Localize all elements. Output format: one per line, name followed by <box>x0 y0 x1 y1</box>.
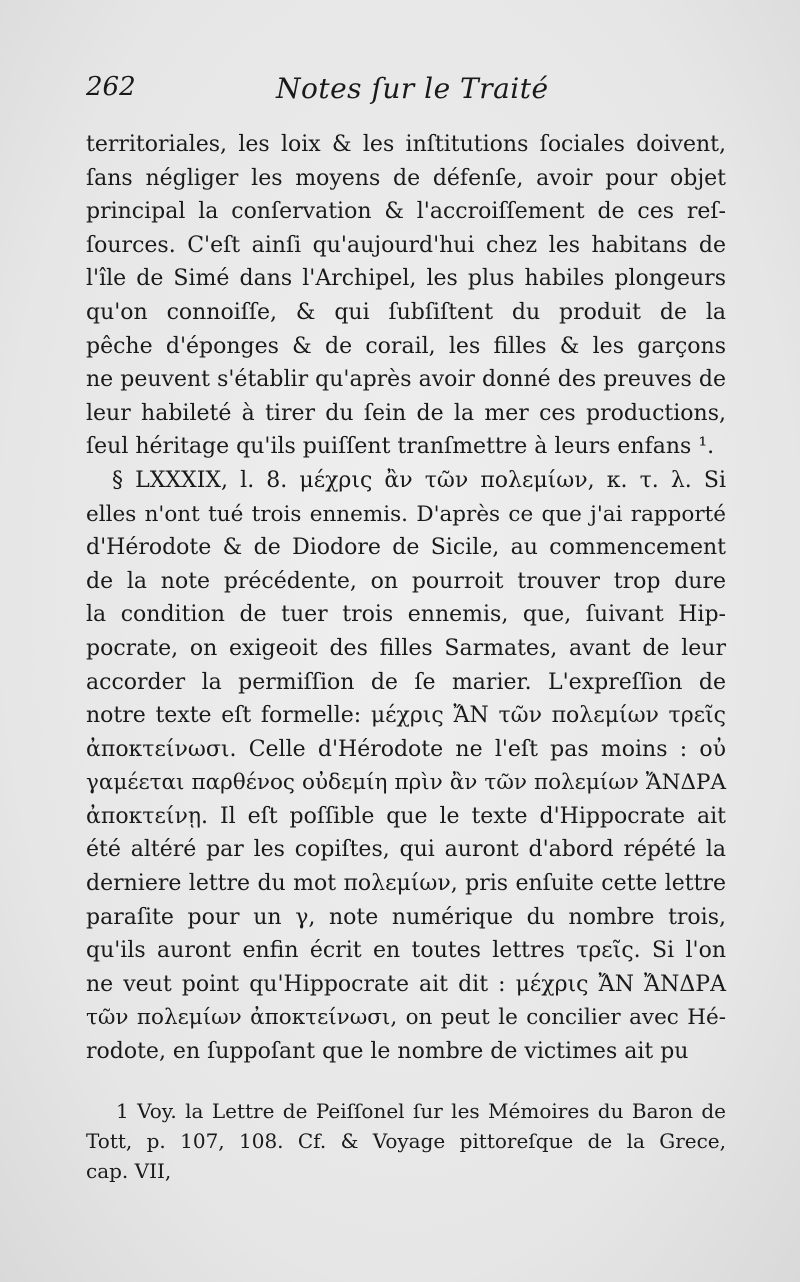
text-line: ne veut point qu'Hippocrate ait dit : μέχρις ἌΝ ἌΝΔΡΑ <box>86 971 726 997</box>
page-header <box>86 72 726 112</box>
text-line: elles n'ont tué trois ennemis. D'après ce que j'ai rapporté <box>86 501 726 527</box>
running-title: Notes ſur le Traité <box>276 72 549 105</box>
text-line: ἀποκτείνωσι. Celle d'Hérodote ne l'eſt pas moins : οὐ <box>86 736 726 762</box>
text-line: ſeul héritage qu'ils puiſſent tranſmettre à leurs enfans ¹. <box>86 434 715 460</box>
text-line: ne peuvent s'établir qu'après avoir donné des preuves de <box>86 367 726 393</box>
text-line: γαμέεται παρθένος οὐδεμίη πρὶν ἂν τῶν πολεμίων ἌΝΔΡΑ <box>86 770 726 796</box>
footnote-line: 1 Voy. la Lettre de Peiſſonel ſur les Mémoires du Baron de <box>116 1099 726 1123</box>
text-line: ſans négliger les moyens de défenſe, avoir pour objet <box>86 165 726 191</box>
text-line: leur habileté à tirer du ſein de la mer ces productions, <box>86 400 726 426</box>
text-line: de la note précédente, on pourroit trouver trop dure <box>86 568 726 594</box>
text-line: la condition de tuer trois ennemis, que, ſuivant Hip- <box>86 602 726 628</box>
text-line: l'île de Simé dans l'Archipel, les plus habiles plongeurs <box>86 266 726 292</box>
text-line: rodote, en ſuppoſant que le nombre de victimes ait pu <box>86 1039 689 1065</box>
text-line: d'Hérodote & de Diodore de Sicile, au commencement <box>86 535 726 561</box>
body-text <box>86 128 726 1069</box>
text-line: pêche d'éponges & de corail, les filles & les garçons <box>86 333 726 359</box>
text-line: notre texte eſt formelle: μέχρις ἌΝ τῶν πολεμίων τρεῖς <box>86 703 726 729</box>
text-line: territoriales, les loix & les inſtitutions ſociales doivent, <box>86 132 726 157</box>
text-line: pocrate, on exigeoit des filles Sarmates, avant de leur <box>86 635 726 661</box>
text-line: principal la conſervation & l'accroiſſement de ces reſ- <box>86 199 726 225</box>
text-line: accorder la permiſſion de ſe marier. L'expreſſion de <box>86 669 726 695</box>
footnotes <box>86 1096 726 1186</box>
text-line: été altéré par les copiſtes, qui auront d'abord répété la <box>86 837 726 863</box>
footnote-line: cap. VII, <box>86 1159 172 1183</box>
text-line: τῶν πολεμίων ἀποκτείνωσι, on peut le concilier avec Hé- <box>86 1005 726 1031</box>
text-line: derniere lettre du mot πολεμίων, pris enſuite cette lettre <box>86 871 726 897</box>
footnote-line: Tott, p. 107, 108. Cf. & Voyage pittoreſque de la Grece, <box>86 1129 726 1153</box>
text-line: qu'on connoiſſe, & qui ſubſiſtent du produit de la <box>86 299 726 325</box>
text-line: qu'ils auront enfin écrit en toutes lettres τρεῖς. Si l'on <box>86 938 726 964</box>
text-line: § LXXXIX, l. 8. μέχρις ἂν τῶν πολεμίων, κ. τ. λ. Si <box>112 467 726 493</box>
page-number: 262 <box>86 72 136 102</box>
text-line: ἀποκτείνῃ. Il eſt poſſible que le texte d'Hippocrate ait <box>86 803 726 829</box>
text-line: paraſite pour un γ, note numérique du nombre trois, <box>86 904 726 930</box>
text-line: ſources. C'eſt ainſi qu'aujourd'hui chez les habitans de <box>86 232 726 258</box>
